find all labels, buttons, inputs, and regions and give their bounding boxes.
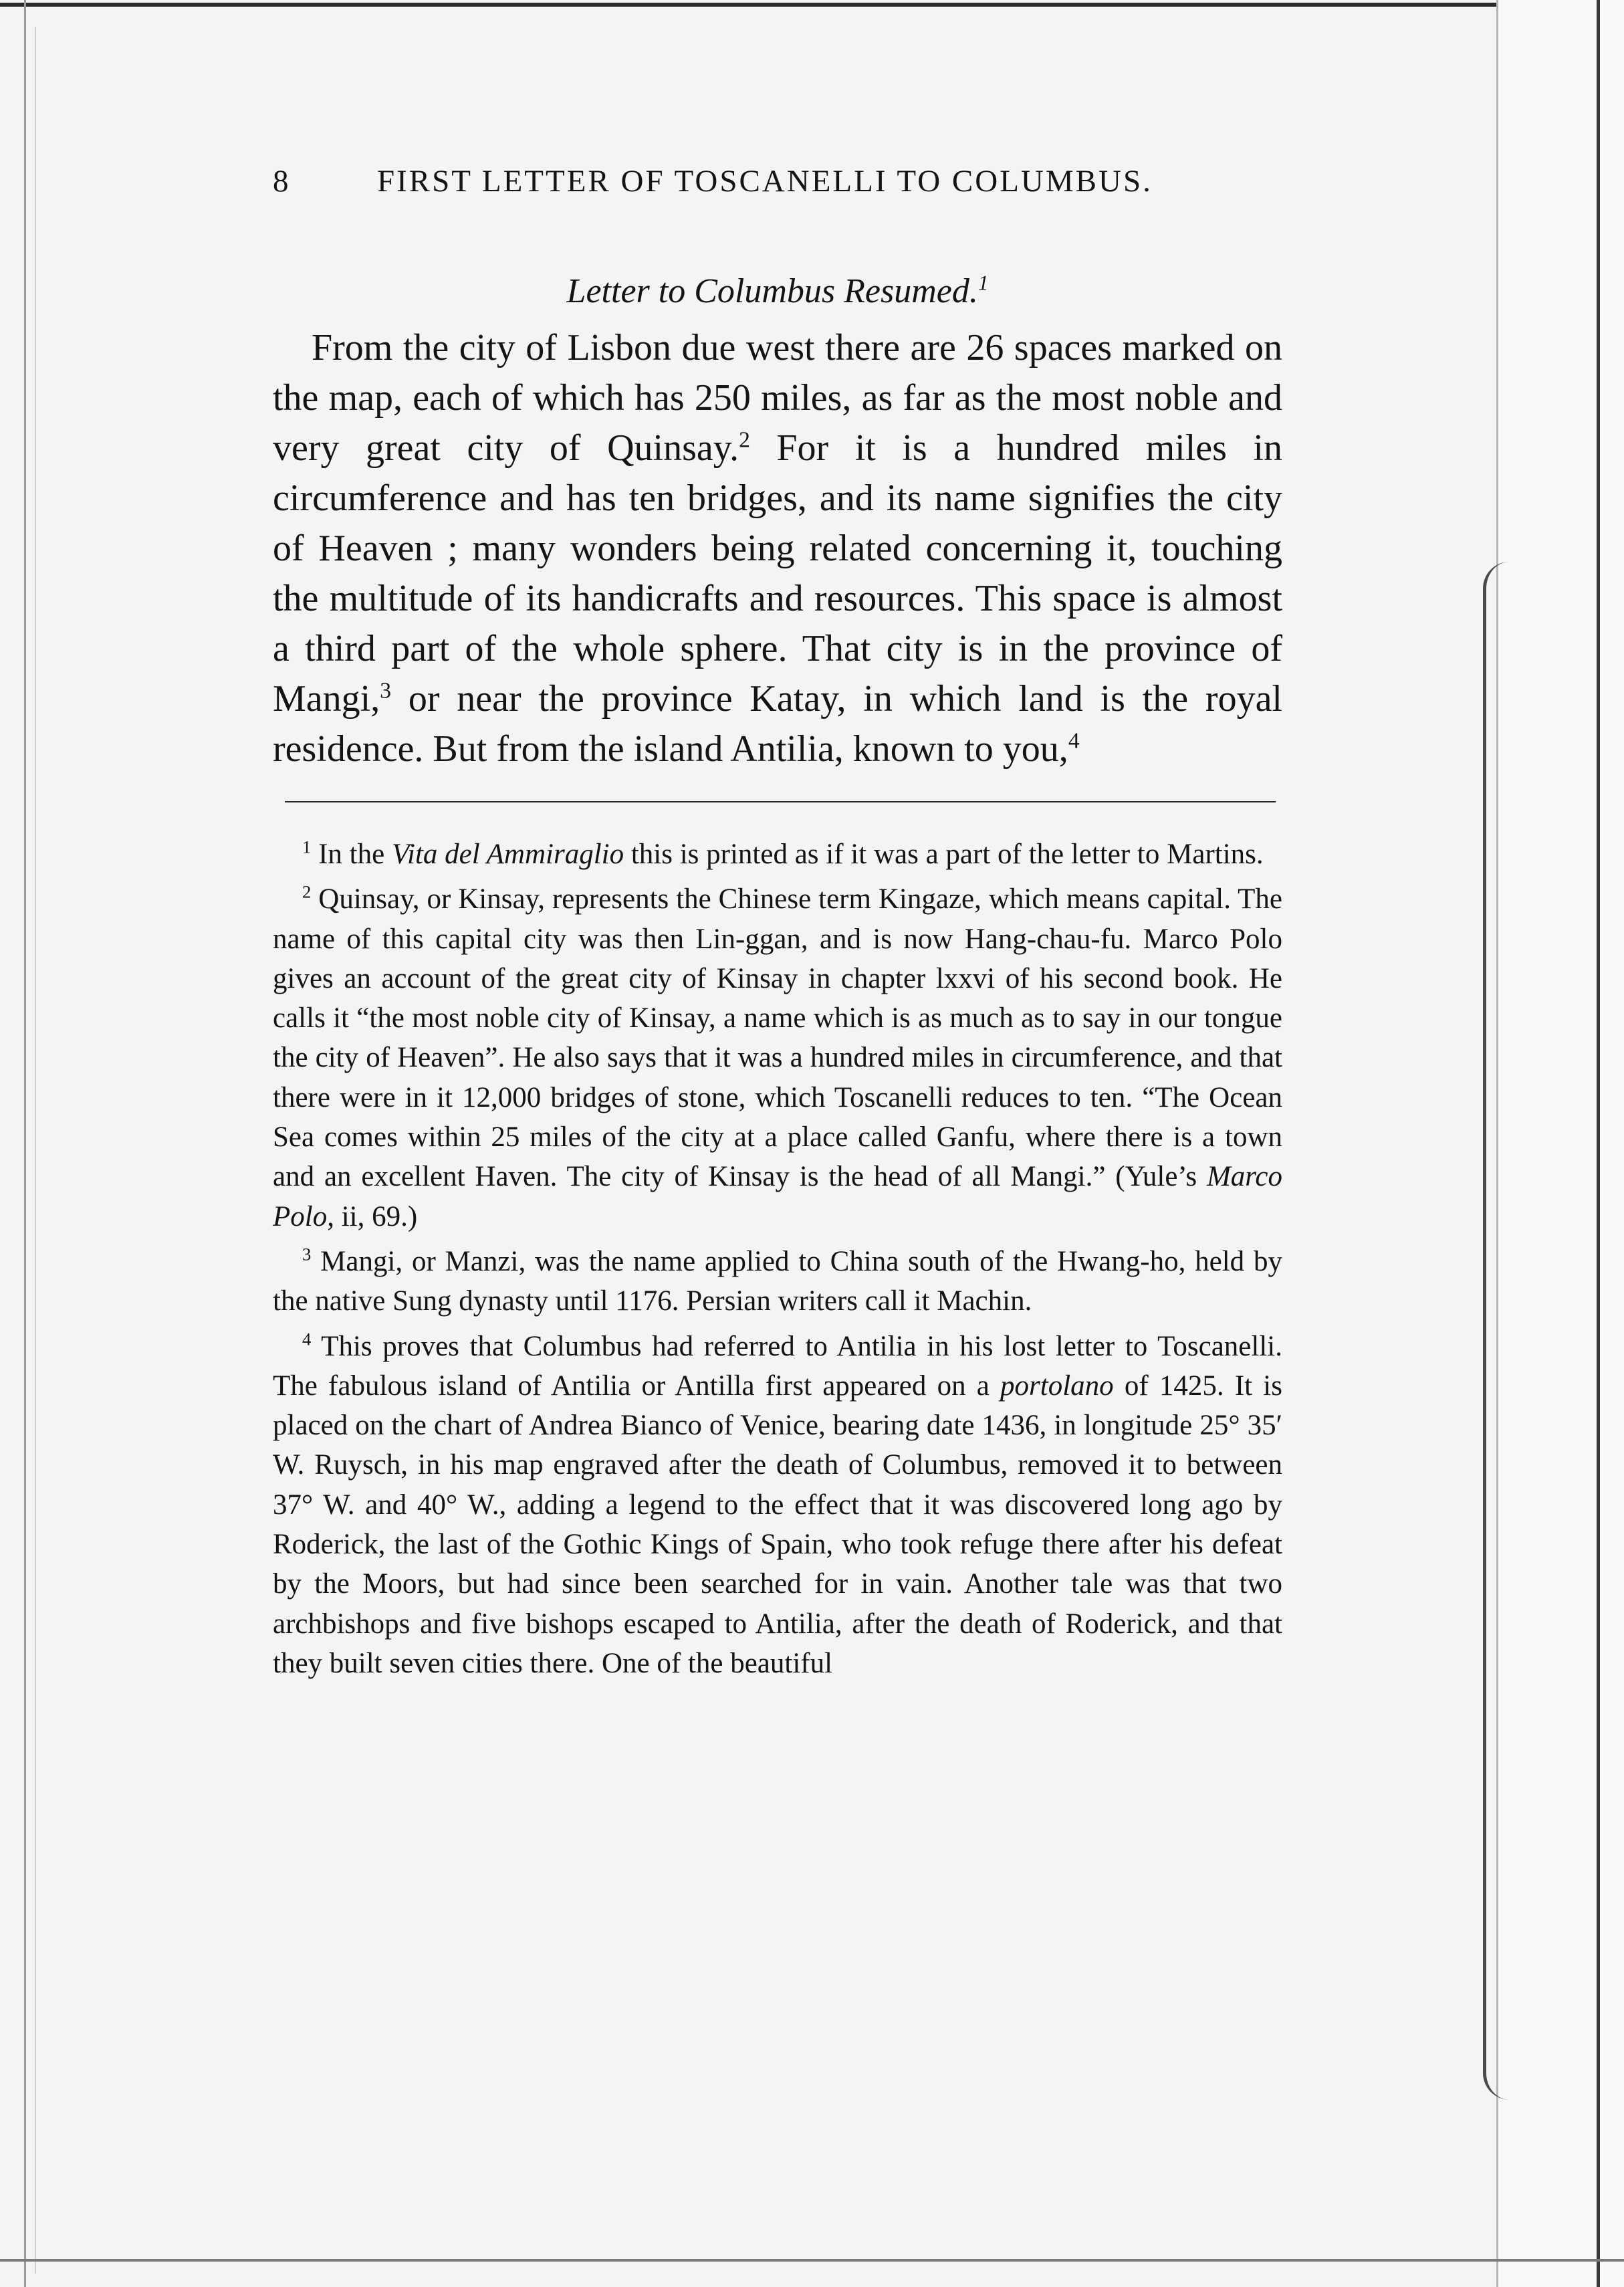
section-heading-text: Letter to Columbus Resumed. <box>566 272 978 310</box>
scan-right-margin <box>1498 0 1624 2287</box>
footnote-marker-3: 3 <box>302 1244 312 1265</box>
footnote-1-text-end: this is printed as if it was a part of the letter to Martins. <box>624 839 1264 870</box>
footnote-ref-4: 4 <box>1068 728 1080 754</box>
footnote-1-text: In the <box>311 839 392 870</box>
footnote-2-text: Quinsay, or Kinsay, represents the Chinese term Kingaze, which means capital. The name of this capital city was then Lin-ggan, and is now Hang-chau-fu. Marco Polo gives an account of the great city of Kinsay in chapter lxxvi of his second book. He calls it “the most noble city of Kinsay, a name which is as much as to say in our tongue the city of Heaven”. He also says that it was a hundred miles in circumference, and that there were in it 12,000 bridges of stone, which Toscanelli reduces to ten. “The Ocean Sea comes within 25 miles of the city at a place called Ganfu, where there is a town and an excellent Haven. The city of Kinsay is the head of all Mangi.” (Yule’s <box>273 883 1282 1193</box>
running-title: FIRST LETTER OF TOSCANELLI TO COLUMBUS. <box>377 164 1153 199</box>
footnote-4-term: portolano <box>1000 1370 1114 1402</box>
scan-left-border <box>24 0 26 2287</box>
footnote-marker-4: 4 <box>302 1329 312 1349</box>
main-text-1: From the city of Lisbon due west there are 26 spaces marked on the map, each of which has 250 miles, as far as the most noble and very great city of Quinsay. <box>273 327 1282 469</box>
scan-left-shadow <box>35 27 36 2274</box>
main-text-2: For it is a hundred miles in circumference and has ten bridges, and its name signifies the city of Heaven ; many wonders being related concerning it, touching the multitude of its handicrafts and resources. This space is almost a third part of the whole sphere. That city is in the province of Mangi, <box>273 427 1282 720</box>
page-number: 8 <box>273 164 289 199</box>
footnote-3-text: Mangi, or Manzi, was the name applied to China south of the Hwang-ho, held by the native Sung dynasty until 1176. Persian writers call it Machin. <box>273 1245 1282 1317</box>
scan-bottom-border <box>0 2259 1624 2262</box>
footnote-3 <box>273 1242 1282 1321</box>
footnote-2 <box>273 879 1282 1236</box>
running-head <box>273 152 1282 213</box>
footnote-marker-1: 1 <box>302 837 312 857</box>
scan-right-border <box>1597 0 1600 2287</box>
scan-page-curl <box>1483 562 1513 2100</box>
footnote-1-title: Vita del Ammiraglio <box>391 839 624 870</box>
footnote-1 <box>273 835 1282 874</box>
section-heading <box>273 271 1282 311</box>
footnote-4-text: This proves that Columbus had referred to Antilia in his lost letter to Toscanelli. The fabulous island of Antilia or Antilla first appeared on a <box>273 1330 1282 1402</box>
main-paragraph <box>273 323 1282 774</box>
footnote-divider <box>285 801 1276 802</box>
footnote-ref-2: 2 <box>739 427 750 453</box>
footnotes <box>273 835 1282 1683</box>
footnote-4 <box>273 1327 1282 1684</box>
footnote-2-text-end: , ii, 69.) <box>327 1200 418 1232</box>
footnote-marker-2: 2 <box>302 881 312 902</box>
footnote-2-title: Marco Polo <box>273 1161 1282 1232</box>
main-text-3: or near the province Katay, in which land is the royal residence. But from the island Antilia, known to you, <box>273 678 1282 770</box>
footnote-ref-3: 3 <box>380 678 392 703</box>
scan-top-border <box>0 3 1624 7</box>
page-content <box>273 152 1282 1689</box>
footnote-4-text-end: of 1425. It is placed on the chart of Andrea Bianco of Venice, bearing date 1436, in longitude 25° 35′ W. Ruysch, in his map engraved after the death of Columbus, removed it to between 37° W. and 40° W., adding a legend to the effect that it was discovered long ago by Roderick, the last of the Gothic Kings of Spain, who took refuge there after his defeat by the Moors, but had since been searched for in vain. Another tale was that two archbishops and five bishops escaped to Antilia, after the death of Roderick, and that they built seven cities there. One of the beautiful <box>273 1370 1282 1679</box>
footnote-ref-1: 1 <box>977 271 989 295</box>
